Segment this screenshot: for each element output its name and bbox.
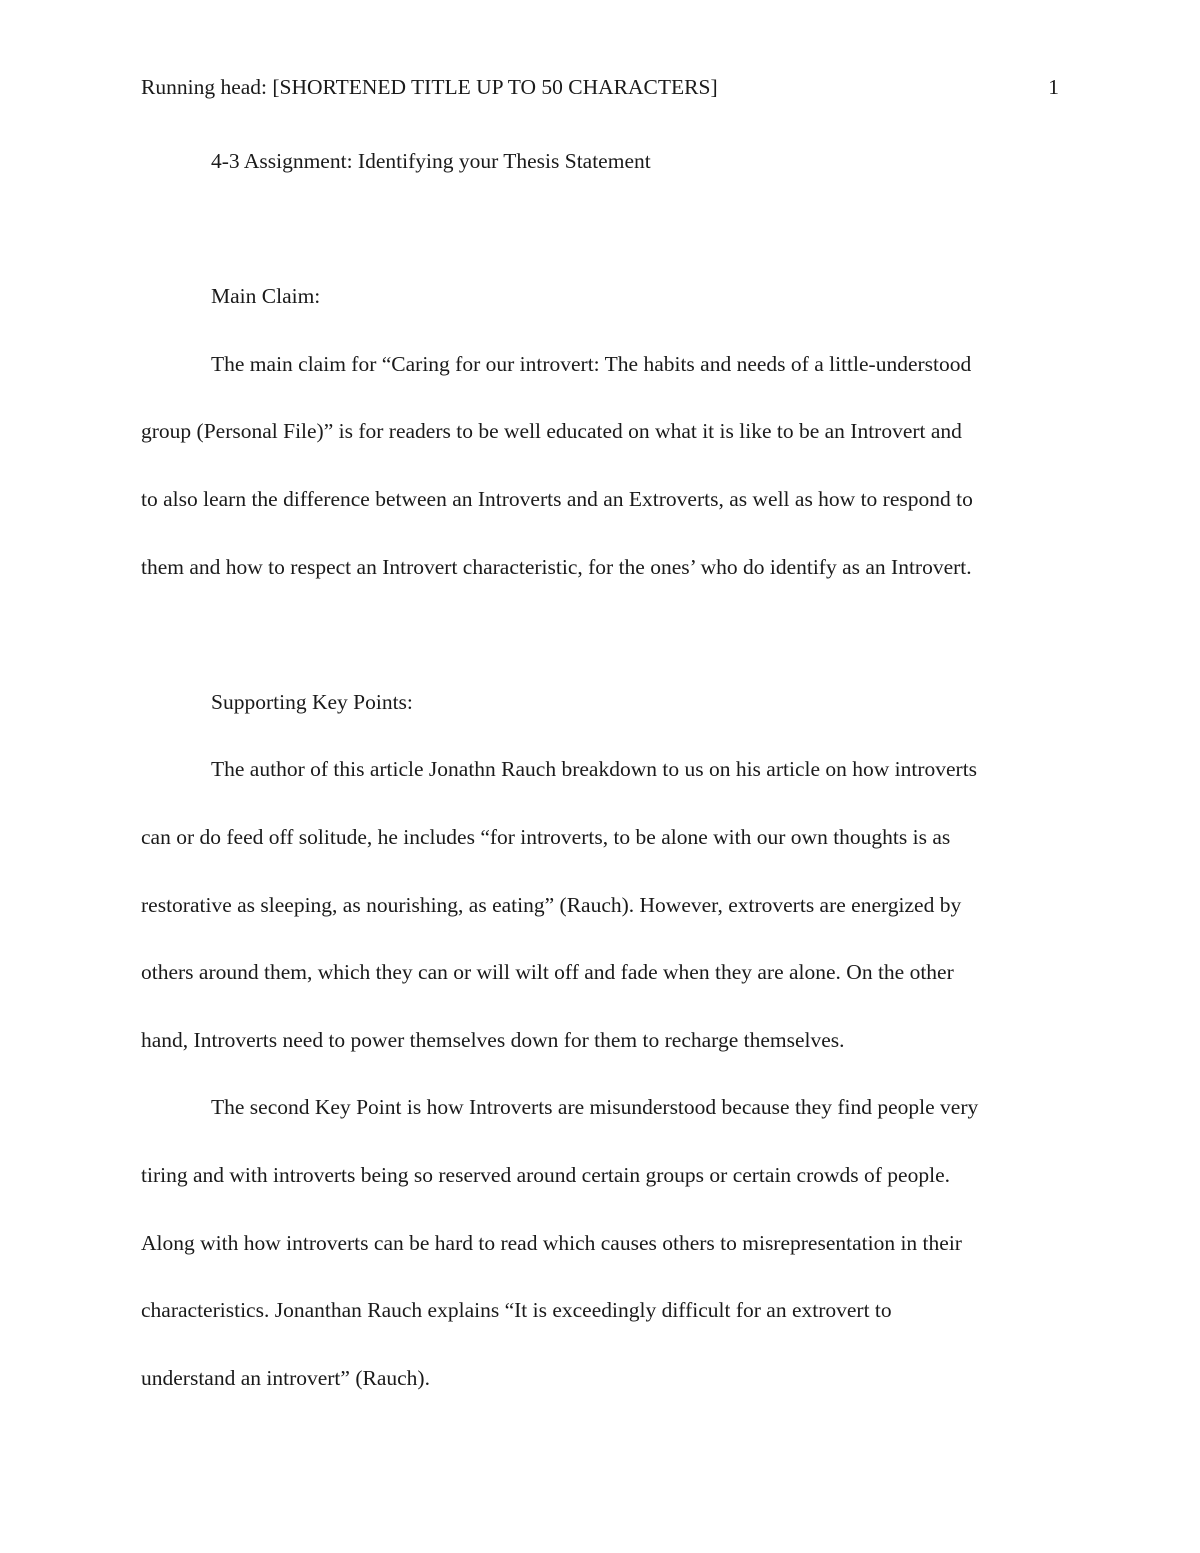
paragraph-line: understand an introvert” (Rauch). [141, 1365, 430, 1390]
blank-line [141, 601, 1059, 669]
paragraph-line: others around them, which they can or will wilt off and fade when they are alone. On the other [141, 960, 954, 985]
document-body [141, 128, 1059, 1412]
paragraph-line: group (Personal File)” is for readers to be well educated on what it is like to be an Introvert and [141, 419, 962, 444]
paragraph-line: Along with how introverts can be hard to read which causes others to misrepresentation in their [141, 1230, 962, 1255]
assignment-title: 4-3 Assignment: Identifying your Thesis Statement [211, 149, 651, 173]
paragraph-line: characteristics. Jonanthan Rauch explains “It is exceedingly difficult for an extrovert to [141, 1298, 892, 1323]
paragraph-line: The author of this article Jonathn Rauch breakdown to us on his article on how introverts [211, 757, 978, 782]
paragraph-line: to also learn the difference between an Introverts and an Extroverts, as well as how to respond to [141, 486, 973, 511]
paragraph-line: them and how to respect an Introvert characteristic, for the ones’ who do identify as an Introvert. [141, 554, 972, 579]
paragraph-line: restorative as sleeping, as nourishing, as eating” (Rauch). However, extroverts are energized by [141, 892, 962, 917]
supporting-paragraph-1 [141, 736, 1059, 1074]
supporting-paragraph-2 [141, 1074, 1059, 1412]
paragraph-line: tiring and with introverts being so reserved around certain groups or certain crowds of people. [141, 1162, 950, 1187]
main-claim-heading: Main Claim: [211, 284, 321, 309]
paragraph-line: The main claim for “Caring for our introvert: The habits and needs of a little-understood [211, 351, 972, 376]
page-header [141, 72, 1059, 102]
supporting-points-heading: Supporting Key Points: [211, 689, 413, 714]
paragraph-line: hand, Introverts need to power themselves down for them to recharge themselves. [141, 1027, 845, 1052]
paragraph-line: The second Key Point is how Introverts are misunderstood because they find people very [211, 1095, 979, 1120]
running-head: Running head: [SHORTENED TITLE UP TO 50 CHARACTERS] [141, 75, 718, 99]
main-claim-paragraph [141, 331, 1059, 601]
page-number: 1 [1048, 75, 1059, 99]
blank-line [141, 196, 1059, 264]
paragraph-line: can or do feed off solitude, he includes “for introverts, to be alone with our own thoughts is as [141, 824, 951, 849]
